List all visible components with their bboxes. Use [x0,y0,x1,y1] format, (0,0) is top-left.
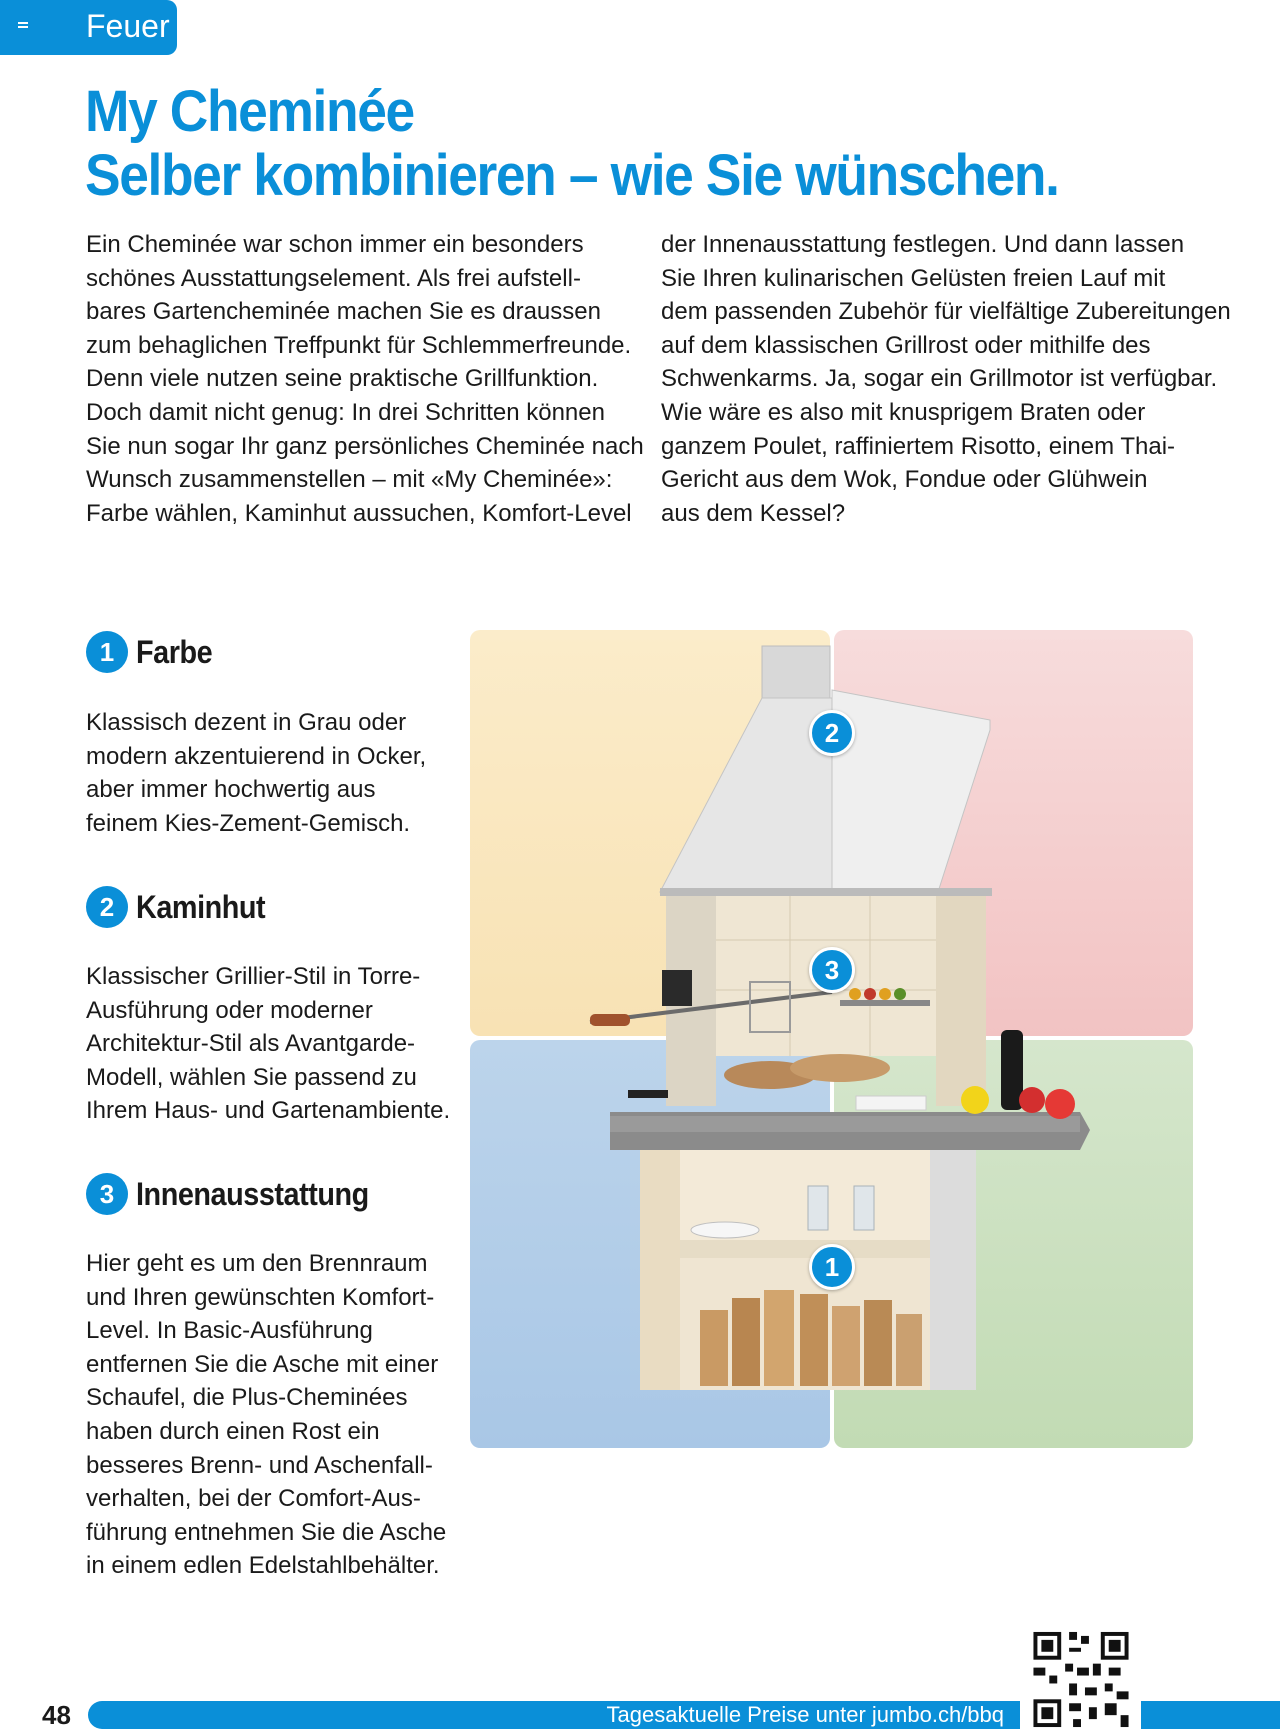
shelf-board [680,1240,930,1258]
cheminee-product-figure [470,630,1193,1448]
step-line: Modell, wählen Sie passend zu [86,1063,417,1091]
step-line: Ihrem Haus- und Gartenambiente. [86,1097,451,1125]
intro-line: Sie Ihren kulinarischen Gelüsten freien Lauf mit [661,264,1166,292]
step-title: Kaminhut [136,888,266,925]
firewood-log [790,1054,890,1082]
step-1-body [86,706,426,840]
step-3-body [86,1247,446,1583]
intro-line: ganzem Poulet, raffiniertem Risotto, einem Thai- [661,432,1176,460]
glass [854,1186,874,1230]
intro-column-1 [86,228,646,530]
intro-line: auf dem klassischen Grillrost oder mithilfe des [661,331,1151,359]
intro-line: schönes Ausstattungselement. Als frei aufstell- [86,264,581,292]
base-leg-right [930,1150,976,1390]
step-title: Innenausstattung [136,1175,369,1212]
step-line: modern akzentuierend in Ocker, [86,742,427,770]
step-2-heading [86,885,280,929]
footer-price-link[interactable]: Tagesaktuelle Preise unter jumbo.ch/bbq [606,1702,1004,1727]
step-line: aber immer hochwertig aus [86,776,376,804]
section-tab-label: Feuer [86,8,170,44]
plates [691,1222,759,1238]
skewer-food [879,988,891,1000]
intro-line: Wie wäre es also mit knusprigem Braten oder [661,398,1146,426]
intro-line: Ein Cheminée war schon immer ein besonders [86,231,584,258]
step-line: verhalten, bei der Comfort-Aus- [86,1485,421,1513]
step-line: besseres Brenn- und Aschenfall- [86,1451,433,1479]
hood-rim [660,888,992,896]
intro-line: der Innenausstattung festlegen. Und dann lassen [661,231,1185,258]
step-line: entfernen Sie die Asche mit einer [86,1350,439,1378]
skewer-food [894,988,906,1000]
firewood-log [700,1310,728,1386]
intro-line: Doch damit nicht genug: In drei Schritten können [86,398,605,426]
step-number-badge: 3 [86,1173,128,1215]
figure-badge-interior: 3 [809,947,855,993]
countertop-surface [610,1116,1080,1132]
qr-code-icon[interactable] [1029,1628,1133,1731]
step-3-heading [86,1172,395,1216]
lemon [961,1086,989,1114]
intro-line: dem passenden Zubehör für vielfältige Zubereitungen [661,298,1231,326]
tomato [1019,1087,1045,1113]
firewood-log [800,1294,828,1386]
step-line: Klassisch dezent in Grau oder [86,709,407,736]
step-line: haben durch einen Rost ein [86,1417,380,1445]
intro-line: bares Gartencheminée machen Sie es draussen [86,298,601,326]
grill-rack [840,1000,930,1006]
step-line: Hier geht es um den Brennraum [86,1250,428,1277]
intro-line: Gericht aus dem Wok, Fondue oder Glühwein [661,466,1148,494]
intro-line: Schwenkarms. Ja, sogar ein Grillmotor ist verfügbar. [661,365,1218,393]
skewer-food [849,988,861,1000]
footer-bar [88,1701,1020,1729]
intro-line: aus dem Kessel? [661,499,846,527]
step-line: in einem edlen Edelstahlbehälter. [86,1552,440,1580]
base-leg-left [640,1150,680,1390]
title-line-2: Selber kombinieren – wie Sie wünschen. [85,143,1059,208]
intro-line: Farbe wählen, Kaminhut aussuchen, Komfort-Level [86,499,632,527]
chimney-pipe [762,646,830,702]
glass [808,1186,828,1230]
step-number-badge: 2 [86,886,128,928]
step-line: Schaufel, die Plus-Cheminées [86,1384,408,1412]
page-title [85,80,1059,208]
section-tab [0,0,177,55]
step-line: Klassischer Grillier-Stil in Torre- [86,963,421,990]
intro-line: Denn viele nutzen seine praktische Grillfunktion. [86,365,599,393]
step-line: und Ihren gewünschten Komfort- [86,1283,435,1311]
swivel-arm [628,1090,668,1098]
skewer-food [864,988,876,1000]
step-line: Ausführung oder moderner [86,996,373,1024]
grill-motor [662,970,692,1006]
napkin [856,1096,926,1110]
figure-badge-color: 1 [809,1244,855,1290]
step-line: führung entnehmen Sie die Asche [86,1518,447,1546]
step-1-heading [86,630,221,674]
intro-line: Sie nun sogar Ihr ganz persönliches Cheminée nach [86,432,644,460]
intro-line: Wunsch zusammenstellen – mit «My Cheminée»: [86,466,613,494]
firewood-log [864,1300,892,1386]
hood-right [832,690,990,892]
firewood-log [732,1298,760,1386]
wall-right [936,896,986,1106]
hood-left [660,698,832,892]
step-line: Level. In Basic-Ausführung [86,1317,373,1345]
tomato [1045,1089,1075,1119]
step-number-badge: 1 [86,631,128,673]
step-title: Farbe [136,633,213,670]
title-line-1: My Cheminée [85,79,414,144]
page-number: 48 [42,1700,71,1730]
spit-handle [590,1014,630,1026]
firewood-log [764,1290,794,1386]
firewood-log [896,1314,922,1386]
step-line: feinem Kies-Zement-Gemisch. [86,809,411,837]
step-2-body [86,960,450,1128]
firewood-log [832,1306,860,1386]
footer-bar-right [1141,1701,1280,1729]
intro-column-2 [661,228,1231,530]
intro-line: zum behaglichen Treffpunkt für Schlemmerfreunde. [86,331,632,359]
step-line: Architektur-Stil als Avantgarde- [86,1030,416,1058]
menu-icon [18,22,28,30]
figure-badge-hood: 2 [809,710,855,756]
